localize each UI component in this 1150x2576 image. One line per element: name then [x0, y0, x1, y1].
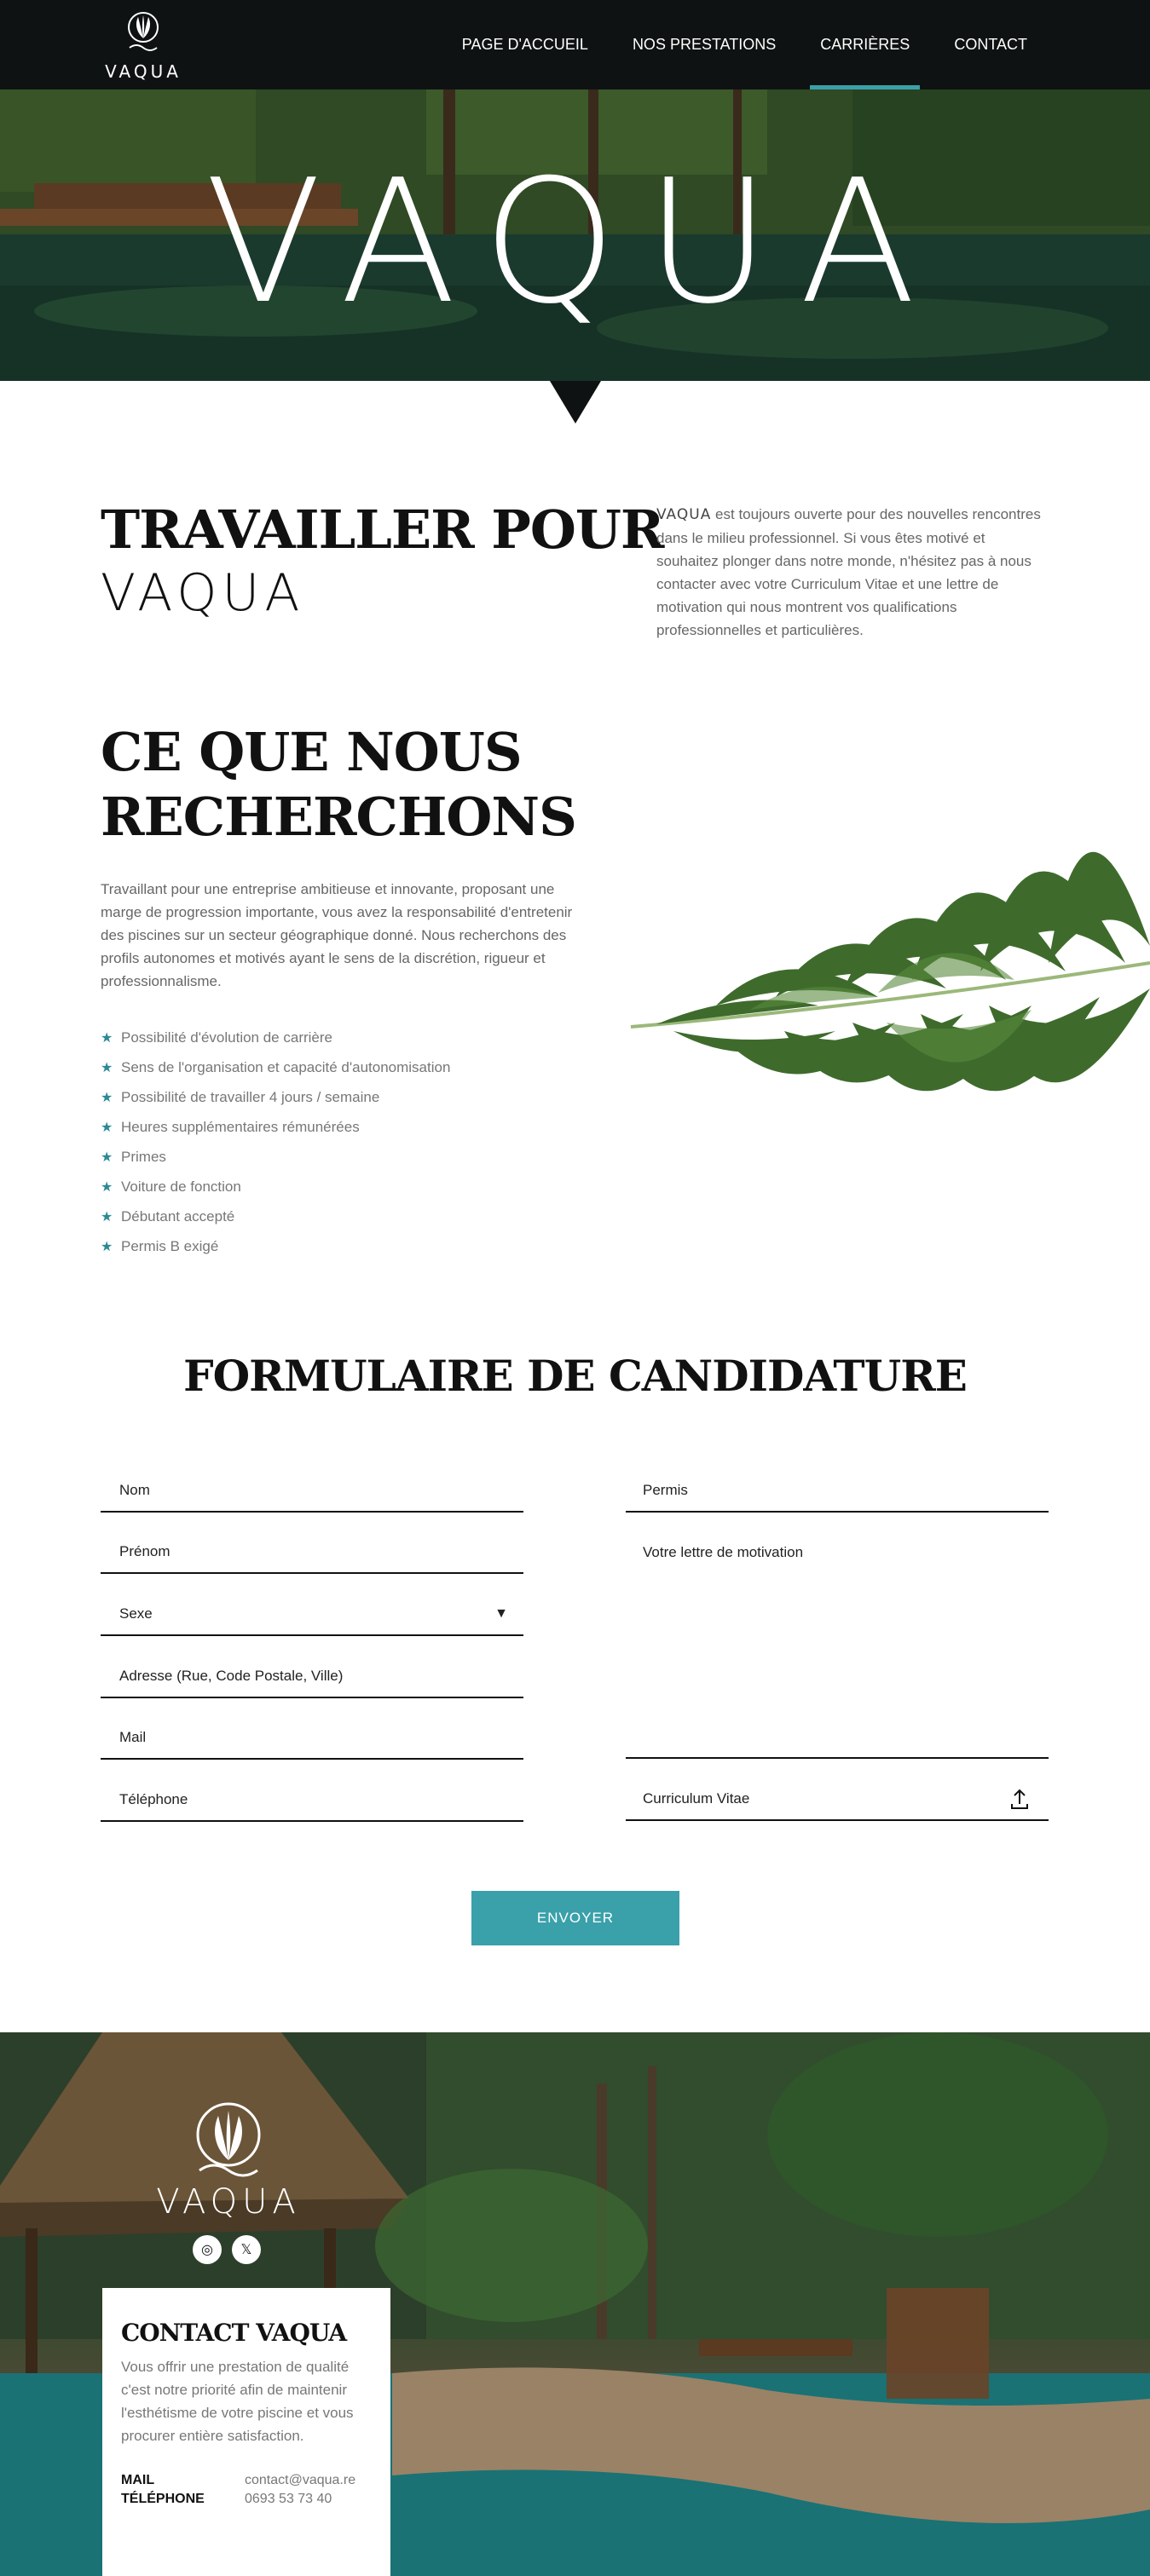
hero-banner: [0, 89, 1150, 381]
list-item: [101, 1142, 450, 1172]
dropdown-arrow-icon: ▼: [494, 1606, 508, 1621]
contact-phone-row: [121, 2492, 372, 2507]
permis-field[interactable]: [626, 1470, 1049, 1513]
list-item: [101, 1023, 450, 1052]
benefits-list: [101, 1023, 450, 1261]
lotus-emblem-icon: [126, 10, 160, 53]
nom-field[interactable]: [101, 1470, 523, 1513]
star-icon: ★: [101, 1209, 113, 1225]
looking-for-title: [101, 720, 576, 850]
adresse-field[interactable]: [101, 1656, 523, 1698]
looking-for-title-line1: CE QUE NOUS: [101, 721, 522, 783]
list-item-label: Voiture de fonction: [121, 1178, 241, 1195]
footer-logo[interactable]: [152, 2101, 305, 2222]
nav-link-carrieres[interactable]: CARRIÈRES: [798, 0, 932, 89]
star-icon: ★: [101, 1090, 113, 1105]
looking-for-title-line2: RECHERCHONS: [101, 786, 576, 848]
list-item-label: Sens de l'organisation et capacité d'autonomisation: [121, 1058, 451, 1075]
motivation-placeholder: Votre lettre de motivation: [643, 1544, 804, 1560]
star-icon: ★: [101, 1030, 113, 1046]
list-item: [101, 1231, 450, 1261]
motivation-textarea[interactable]: [626, 1536, 1049, 1759]
work-description-brand: VAQUA: [656, 506, 712, 523]
list-item: [101, 1112, 450, 1142]
work-title: [101, 498, 663, 625]
logo-wordmark: VAQUA: [105, 61, 182, 82]
list-item-label: Primes: [121, 1148, 166, 1165]
work-description: [656, 503, 1049, 642]
mail-field[interactable]: [101, 1717, 523, 1760]
mail-label: MAIL: [121, 2473, 155, 2487]
list-item: [101, 1052, 450, 1082]
prenom-field[interactable]: [101, 1531, 523, 1574]
cv-placeholder: Curriculum Vitae: [643, 1790, 750, 1807]
work-title-text: TRAVAILLER POUR: [101, 498, 664, 561]
nav-link-contact[interactable]: CONTACT: [954, 36, 1027, 53]
contact-description: Vous offrir une prestation de qualité c'est notre priorité afin de maintenir l'esthétisme de votre piscine et vous procurer entière satisfaction.: [121, 2359, 354, 2444]
nom-placeholder: Nom: [119, 1482, 150, 1498]
list-item-label: Heures supplémentaires rémunérées: [121, 1118, 360, 1135]
star-icon: ★: [101, 1179, 113, 1195]
contact-card: [102, 2288, 390, 2576]
nav-link-accueil[interactable]: PAGE D'ACCUEIL: [461, 36, 588, 53]
work-description-text: est toujours ouverte pour des nouvelles rencontres dans le milieu professionnel. Si vous êtes motivé et souhaitez plonger dans notre monde, n'hésitez pas à nous contacter avec votre Curriculum Vitae et une lettre de motivation qui nous montrent vos qualifications professionnelles et particulières.: [656, 506, 1041, 638]
star-icon: ★: [101, 1060, 113, 1075]
list-item-label: Débutant accepté: [121, 1207, 235, 1225]
telephone-field[interactable]: [101, 1779, 523, 1822]
list-item-label: Permis B exigé: [121, 1237, 219, 1254]
hero-notch: [550, 381, 601, 424]
list-item: [101, 1172, 450, 1202]
adresse-placeholder: Adresse (Rue, Code Postale, Ville): [119, 1668, 344, 1684]
contact-mail-row: [121, 2473, 372, 2488]
footer-logo-wordmark: VAQUA: [156, 2182, 301, 2222]
list-item-label: Possibilité de travailler 4 jours / semaine: [121, 1088, 380, 1105]
upload-icon[interactable]: [1009, 1787, 1030, 1811]
looking-for-description: Travaillant pour une entreprise ambitieuse et innovante, proposant une marge de progression importante, vous avez la responsabilité d'entretenir des piscines sur un secteur géographique donné. Nous recherchons des profils autonomes et motivés ayant le sens de la discrétion, rigueur et professionnalisme.: [101, 881, 573, 989]
list-item: [101, 1082, 450, 1112]
work-title-brand: VAQUA: [101, 563, 305, 623]
phone-label: TÉLÉPHONE: [121, 2492, 205, 2506]
top-navbar: [0, 0, 1150, 89]
star-icon: ★: [101, 1239, 113, 1254]
nav-link-prestations[interactable]: NOS PRESTATIONS: [632, 36, 777, 53]
star-icon: ★: [101, 1150, 113, 1165]
nav-links: [440, 0, 1049, 89]
sexe-placeholder: Sexe: [119, 1605, 153, 1622]
palm-leaf-image: [622, 750, 1150, 1202]
social-links: [193, 2235, 261, 2264]
mail-placeholder: Mail: [119, 1729, 147, 1745]
telephone-placeholder: Téléphone: [119, 1791, 188, 1807]
logo[interactable]: [101, 10, 186, 80]
mail-value[interactable]: contact@vaqua.re: [245, 2473, 356, 2487]
phone-value[interactable]: 0693 53 73 40: [245, 2492, 332, 2506]
list-item: [101, 1202, 450, 1231]
prenom-placeholder: Prénom: [119, 1543, 170, 1559]
x-twitter-icon[interactable]: 𝕏: [232, 2235, 261, 2264]
instagram-icon[interactable]: ◎: [193, 2235, 222, 2264]
form-title: FORMULAIRE DE CANDIDATURE: [183, 1351, 967, 1401]
permis-placeholder: Permis: [643, 1482, 688, 1498]
sexe-select[interactable]: [101, 1593, 523, 1636]
cv-upload-field[interactable]: [626, 1778, 1049, 1821]
submit-button[interactable]: ENVOYER: [471, 1891, 679, 1945]
lotus-emblem-icon: [186, 2101, 271, 2177]
hero-title: VAQUA: [205, 143, 945, 342]
list-item-label: Possibilité d'évolution de carrière: [121, 1029, 332, 1046]
star-icon: ★: [101, 1120, 113, 1135]
contact-title: CONTACT VAQUA: [121, 2319, 347, 2347]
